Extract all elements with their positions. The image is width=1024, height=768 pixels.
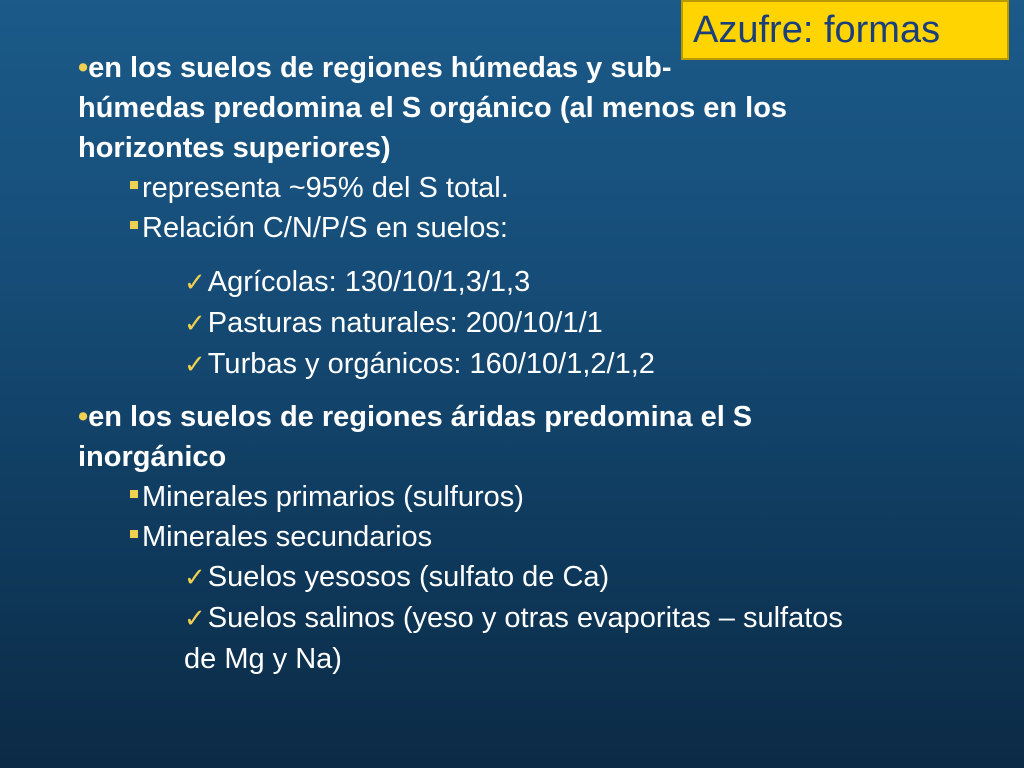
bullet-1-check-1-text: Agrícolas: 130/10/1,3/1,3: [207, 266, 531, 298]
checkmark-icon: ✓: [184, 350, 206, 380]
bullet-2-sub-1: [130, 477, 978, 517]
bullet-dot-icon: •: [78, 401, 89, 433]
bullet-1-line-3: horizontes superiores): [78, 132, 391, 164]
bullet-2-line-2: inorgánico: [78, 441, 227, 473]
bullet-2-check-2: [184, 598, 978, 639]
checkmark-icon: ✓: [184, 604, 206, 634]
checkmark-icon: ✓: [184, 309, 206, 339]
bullet-2-check-2-text: Suelos salinos (yeso y otras evaporitas – sulfatos: [207, 602, 843, 634]
bullet-2-check-2-continuation: de Mg y Na): [184, 643, 342, 675]
bullet-1-sub-2: [130, 208, 978, 248]
bullet-1-sub-1-text: representa ~95% del S total.: [142, 172, 509, 204]
bullet-1-line-2: húmedas predomina el S orgánico (al menos en los: [78, 92, 788, 124]
bullet-1-line-1: [78, 48, 978, 88]
spacer: [78, 248, 978, 262]
bullet-2-check-1-text: Suelos yesosos (sulfato de Ca): [207, 561, 610, 593]
slide-content: [78, 48, 978, 679]
checkmark-icon: ✓: [184, 563, 206, 593]
bullet-2-line-1: [78, 397, 978, 437]
bullet-2-sub-2-text: Minerales secundarios: [142, 521, 433, 553]
checkmark-icon: ✓: [184, 268, 206, 298]
bullet-dot-icon: •: [78, 52, 89, 84]
square-bullet-icon: [130, 221, 138, 229]
slide-title: Azufre: formas: [693, 8, 941, 51]
square-bullet-icon: [130, 490, 138, 498]
square-bullet-icon: [130, 181, 138, 189]
bullet-1-check-2-text: Pasturas naturales: 200/10/1/1: [207, 307, 603, 339]
bullet-2-text-1: en los suelos de regiones áridas predomina el S: [88, 401, 753, 433]
bullet-1-check-1: [184, 262, 978, 303]
square-bullet-icon: [130, 530, 138, 538]
bullet-1-check-3: [184, 344, 978, 385]
bullet-2-sub-2: [130, 517, 978, 557]
spacer: [78, 385, 978, 397]
bullet-1-text-1: en los suelos de regiones húmedas y sub-: [88, 52, 672, 84]
bullet-2-check-1: [184, 557, 978, 598]
bullet-1-check-2: [184, 303, 978, 344]
bullet-1-sub-1: [130, 168, 978, 208]
bullet-1-sub-2-text: Relación C/N/P/S en suelos:: [142, 212, 508, 244]
bullet-2-sub-1-text: Minerales primarios (sulfuros): [142, 481, 524, 513]
bullet-1-check-3-text: Turbas y orgánicos: 160/10/1,2/1,2: [207, 348, 655, 380]
